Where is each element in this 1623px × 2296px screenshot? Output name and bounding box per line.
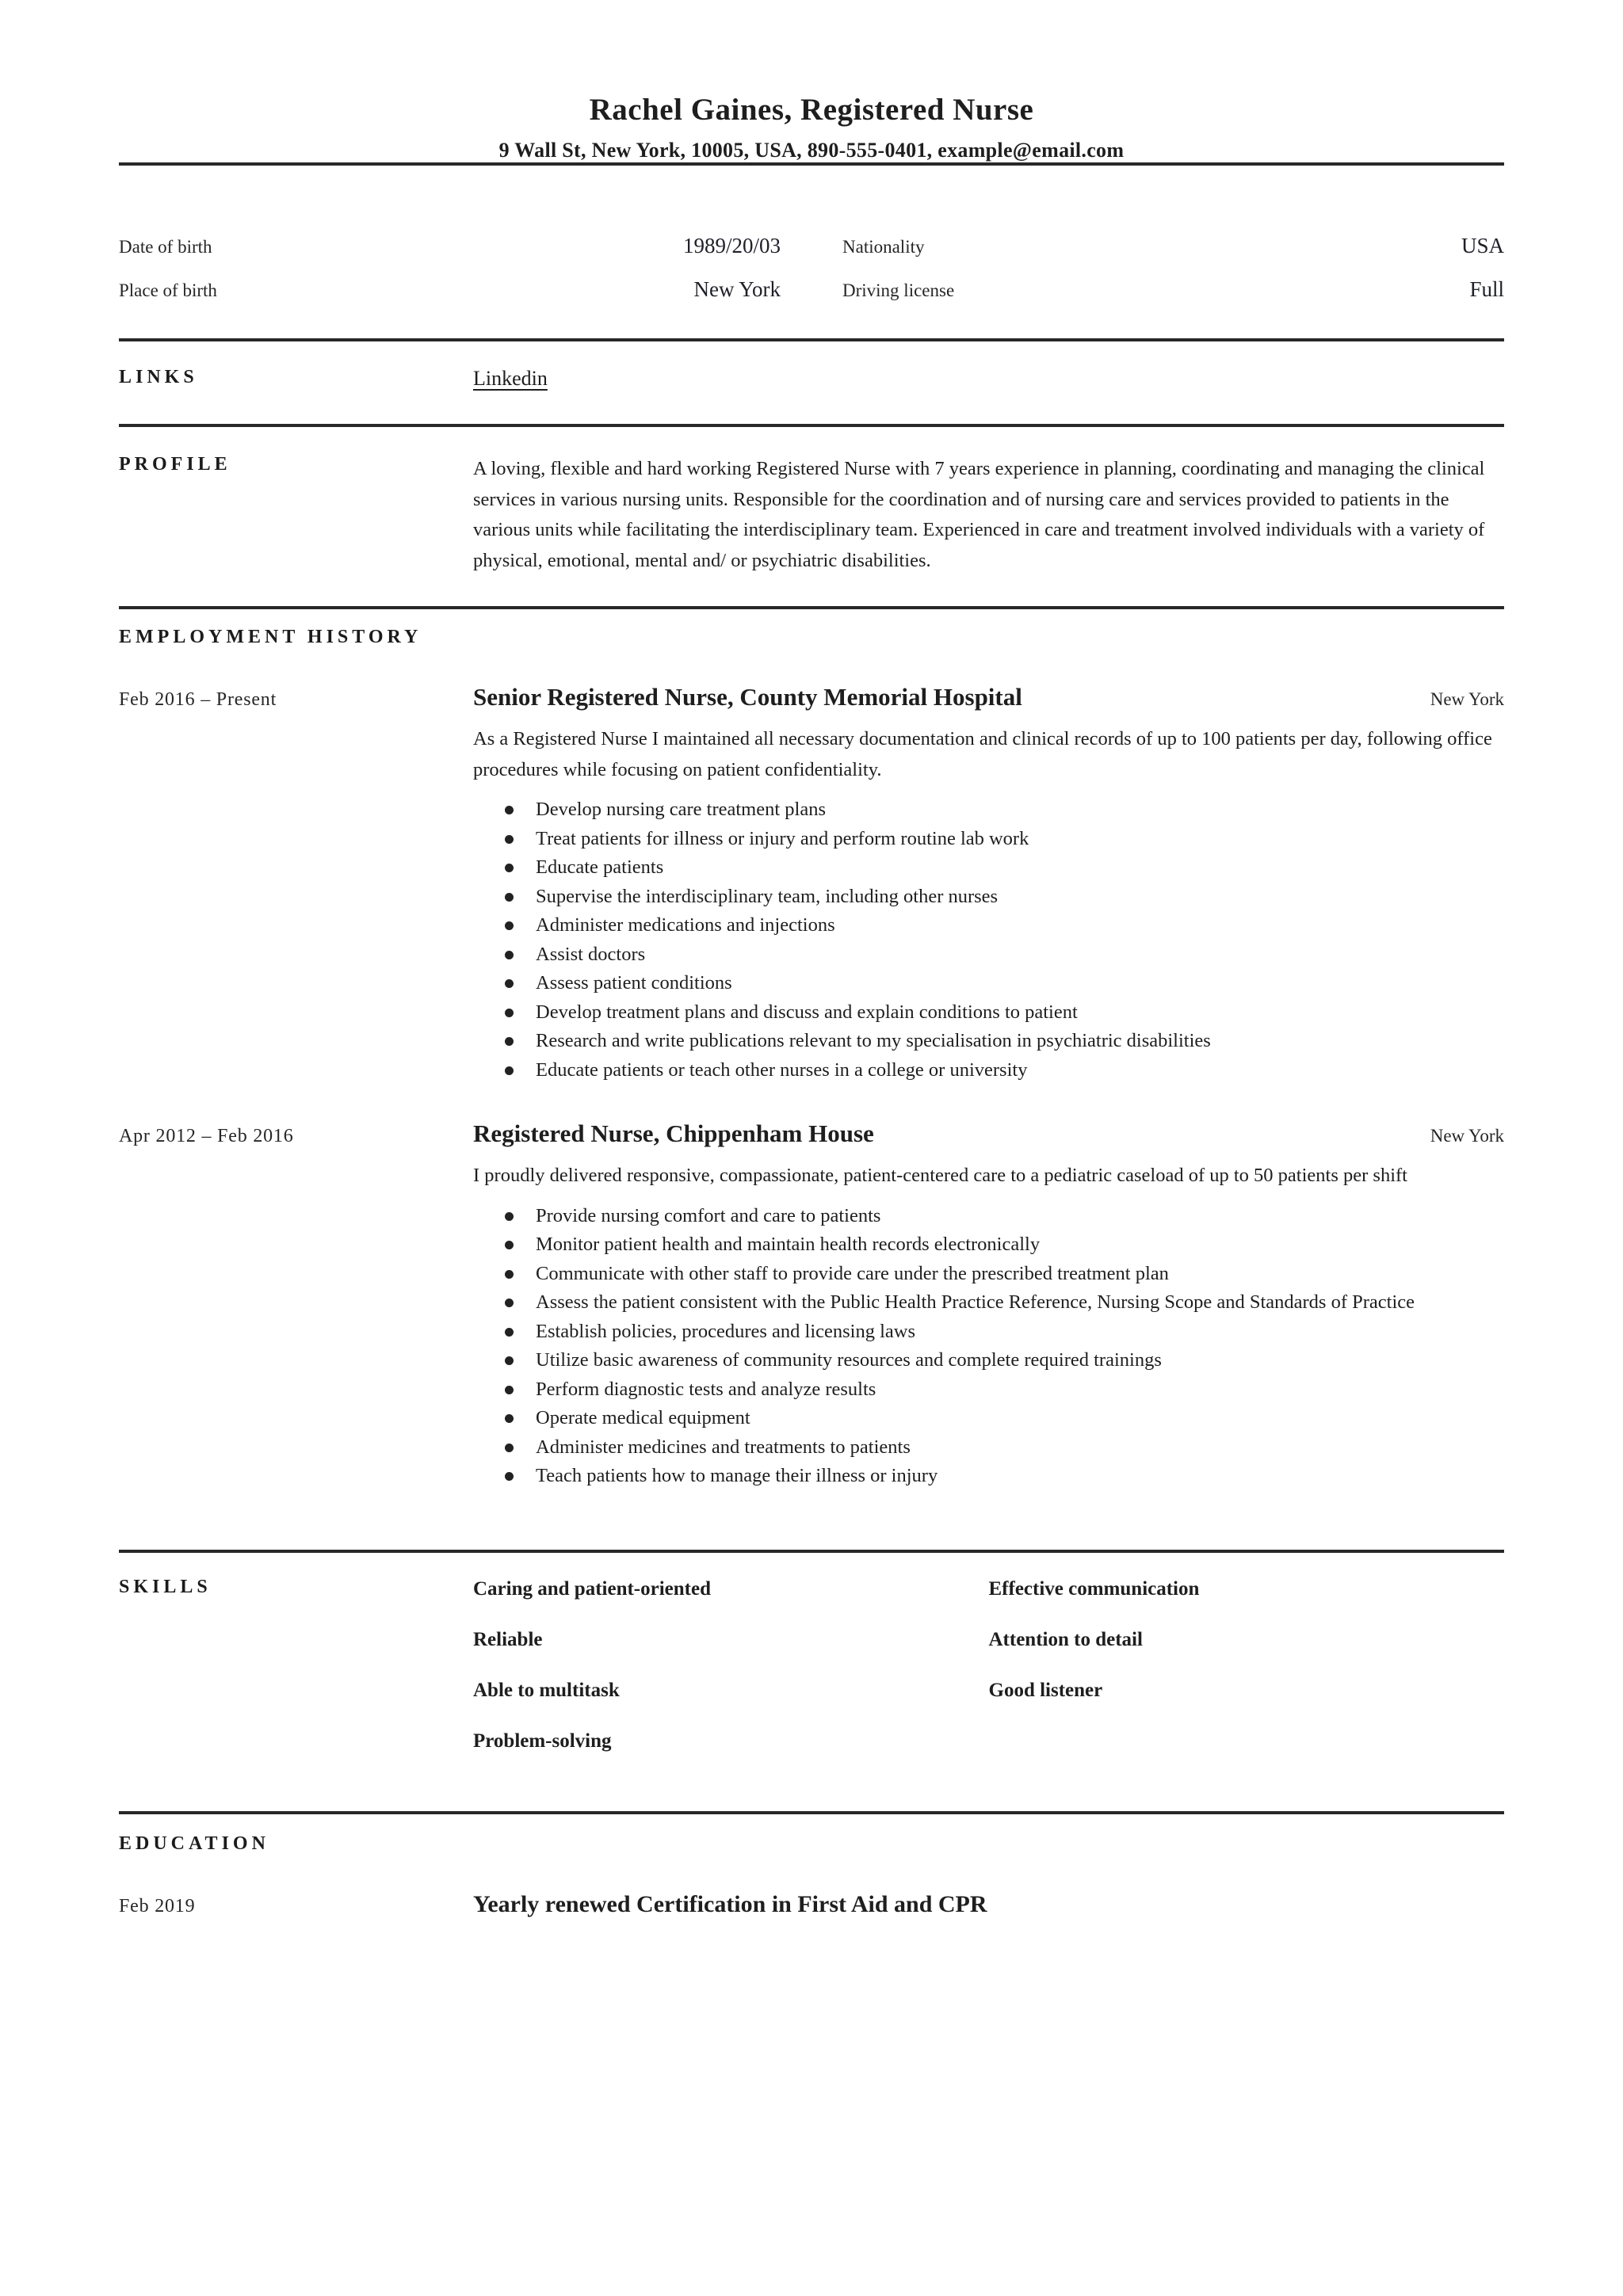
employment-heading: EMPLOYMENT HISTORY	[119, 627, 422, 647]
skills-heading: SKILLS	[119, 1576, 212, 1597]
job-bullet-list	[473, 1202, 1504, 1491]
job-bullet: Communicate with other staff to provide care under the prescribed treatment plan	[473, 1260, 1504, 1289]
divider	[119, 162, 1504, 166]
links-list	[473, 367, 1504, 391]
personal-details	[119, 212, 1504, 338]
links-section	[119, 341, 1504, 424]
job-bullet: Supervise the interdisciplinary team, including other nurses	[473, 883, 1504, 912]
job-bullet: Administer medications and injections	[473, 911, 1504, 940]
job-bullet: Educate patients	[473, 853, 1504, 883]
job-dates: Apr 2012 – Feb 2016	[119, 1126, 294, 1146]
employment-section	[119, 609, 1504, 1491]
job-body	[473, 724, 1504, 1085]
personal-detail-driving-license	[842, 277, 1504, 302]
job-bullet: Operate medical equipment	[473, 1404, 1504, 1433]
links-heading: LINKS	[119, 367, 198, 387]
skills-columns	[473, 1577, 1504, 1779]
job-entry	[119, 683, 1504, 1085]
education-dates: Feb 2019	[119, 1895, 196, 1917]
skill-item: Effective communication	[988, 1577, 1200, 1600]
detail-value: USA	[1461, 234, 1504, 257]
job-bullet: Establish policies, procedures and licensing laws	[473, 1318, 1504, 1347]
contact-line: 9 Wall St, New York, 10005, USA, 890-555-0401, example@email.com	[498, 139, 1125, 162]
skills-section	[119, 1553, 1504, 1811]
detail-label: Date of birth	[119, 237, 212, 257]
education-heading: EDUCATION	[119, 1833, 269, 1854]
education-title: Yearly renewed Certification in First Aid and CPR	[473, 1890, 987, 1917]
personal-detail-nationality	[842, 234, 1504, 258]
skill-item: Good listener	[988, 1679, 1103, 1701]
job-bullet: Research and write publications relevant to my specialisation in psychiatric disabilities	[473, 1027, 1504, 1056]
skill-item: Problem-solving	[473, 1730, 612, 1752]
skill-item: Caring and patient-oriented	[473, 1577, 711, 1600]
job-dates: Feb 2016 – Present	[119, 689, 277, 710]
job-summary: I proudly delivered responsive, compassionate, patient-centered care to a pediatric caseload of up to 50 patients per shift	[473, 1165, 1407, 1186]
linkedin-link[interactable]: Linkedin	[473, 367, 548, 390]
job-location: New York	[1430, 689, 1504, 709]
job-bullet: Develop nursing care treatment plans	[473, 795, 1504, 825]
education-section	[119, 1814, 1504, 1918]
profile-heading: PROFILE	[119, 454, 231, 475]
skills-column-2	[989, 1577, 1505, 1779]
job-location: New York	[1430, 1126, 1504, 1146]
job-bullet: Assist doctors	[473, 940, 1504, 970]
education-entry	[119, 1891, 1504, 1918]
skill-item: Attention to detail	[988, 1628, 1143, 1650]
job-bullet: Assess patient conditions	[473, 969, 1504, 998]
job-bullet: Teach patients how to manage their illness or injury	[473, 1462, 1504, 1491]
detail-label: Place of birth	[119, 280, 217, 300]
personal-detail-date-of-birth	[119, 234, 781, 258]
job-body	[473, 1161, 1504, 1491]
skill-item: Able to multitask	[473, 1679, 620, 1701]
profile-text: A loving, flexible and hard working Registered Nurse with 7 years experience in planning, coordinating and managing the clinical services in various nursing units. Responsible for the coordination and of nursing care and services provided to patients in the various units while facilitating the interdisciplinary team. Experienced in care and treatment involved individuals with a variety of physical, emotional, mental and/ or psychiatric disabilities.	[473, 458, 1485, 571]
job-bullet: Treat patients for illness or injury and perform routine lab work	[473, 825, 1504, 854]
profile-section	[119, 427, 1504, 606]
skill-item: Reliable	[473, 1628, 543, 1650]
job-header	[119, 1119, 1504, 1148]
job-bullet: Perform diagnostic tests and analyze results	[473, 1375, 1504, 1405]
job-bullet: Provide nursing comfort and care to patients	[473, 1202, 1504, 1231]
job-bullet: Assess the patient consistent with the Public Health Practice Reference, Nursing Scope and Standards of Practice	[473, 1288, 1504, 1318]
skills-column-1	[473, 1577, 989, 1779]
detail-value: 1989/20/03	[682, 234, 781, 257]
personal-detail-place-of-birth	[119, 277, 781, 302]
job-entry	[119, 1119, 1504, 1491]
job-bullet-list	[473, 795, 1504, 1085]
detail-value: Full	[1469, 277, 1504, 301]
job-title: Senior Registered Nurse, County Memorial Hospital	[473, 683, 1022, 711]
job-bullet: Utilize basic awareness of community resources and complete required trainings	[473, 1346, 1504, 1375]
detail-value: New York	[693, 277, 781, 301]
detail-label: Driving license	[842, 280, 955, 300]
job-bullet: Administer medicines and treatments to patients	[473, 1433, 1504, 1463]
job-title: Registered Nurse, Chippenham House	[473, 1119, 874, 1147]
candidate-name: Rachel Gaines, Registered Nurse	[589, 93, 1034, 127]
job-header	[119, 683, 1504, 711]
job-bullet: Educate patients or teach other nurses in a college or university	[473, 1056, 1504, 1085]
detail-label: Nationality	[842, 237, 925, 257]
job-summary: As a Registered Nurse I maintained all necessary documentation and clinical records of up to 100 patients per day, following office procedures while focusing on patient confidentiality.	[473, 728, 1492, 780]
job-bullet: Develop treatment plans and discuss and explain conditions to patient	[473, 998, 1504, 1028]
job-bullet: Monitor patient health and maintain health records electronically	[473, 1230, 1504, 1260]
